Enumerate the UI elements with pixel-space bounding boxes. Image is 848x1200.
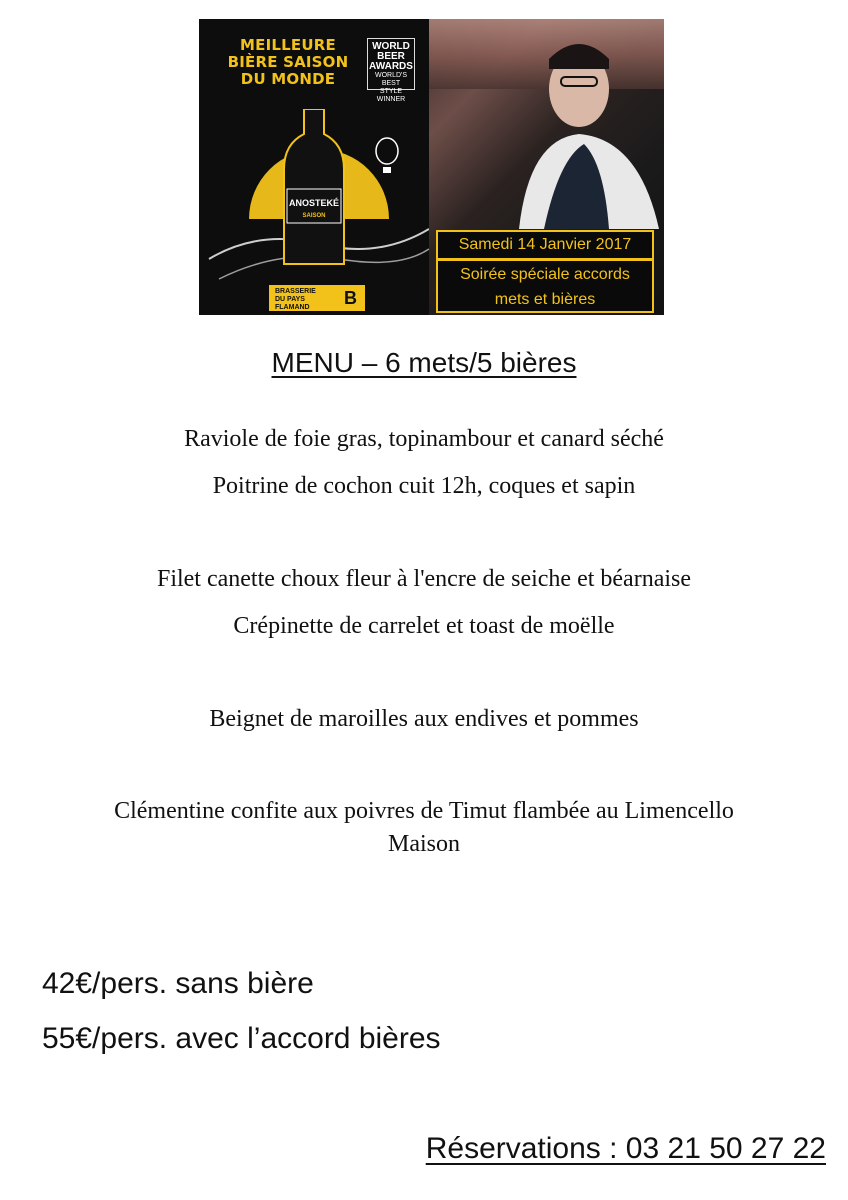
- headline-line: MEILLEURE: [240, 36, 336, 54]
- award-line: WORLD'S BEST: [374, 72, 408, 87]
- balloon-basket: [383, 167, 391, 173]
- bottle-sublabel: SAISON: [302, 213, 326, 219]
- chef-hair: [549, 44, 609, 69]
- beer-bottle-illustration: [199, 109, 429, 289]
- chef-photo: [429, 19, 664, 315]
- headline-line: BIÈRE SAISON: [227, 53, 349, 71]
- price-with-beer: 55€/pers. avec l’accord bières: [42, 1022, 441, 1055]
- beer-award-panel: [199, 19, 429, 315]
- event-poster: [199, 19, 664, 315]
- dish-item: Beignet de maroilles aux endives et pommes: [209, 706, 639, 732]
- dish-item: Poitrine de cochon cuit 12h, coques et sapin: [212, 473, 636, 499]
- headline-line: DU MONDE: [240, 70, 336, 88]
- event-description: [436, 259, 654, 313]
- event-line: Soirée spéciale accords: [460, 266, 630, 283]
- dish-item: Maison: [388, 831, 460, 857]
- award-line: BEER: [377, 51, 405, 62]
- brewery-line: FLAMAND: [275, 304, 310, 311]
- reservations-phone: [426, 1130, 826, 1168]
- dish-item: Raviole de foie gras, topinambour et canard séché: [184, 426, 664, 452]
- event-line: mets et bières: [494, 291, 596, 308]
- chef-silhouette: [429, 19, 664, 229]
- menu-title: [0, 345, 848, 381]
- award-line: WORLD: [372, 41, 410, 52]
- award-headline: [213, 37, 363, 88]
- dish-item: Filet canette choux fleur à l'encre de seiche et béarnaise: [156, 566, 692, 592]
- brewery-line: BRASSERIE: [275, 288, 316, 295]
- price-without-beer: 42€/pers. sans bière: [42, 967, 314, 1000]
- menu-title-text: MENU – 6 mets/5 bières: [271, 347, 577, 378]
- bottle-label: ANOSTEKÉ: [288, 198, 340, 208]
- award-line: WINNER: [376, 96, 406, 103]
- reservations-text: Réservations : 03 21 50 27 22: [425, 1132, 826, 1165]
- award-line: AWARDS: [369, 61, 413, 72]
- world-beer-awards-badge: [367, 38, 415, 103]
- balloon-icon: [376, 138, 398, 164]
- bottle-shape: [284, 109, 344, 264]
- brewery-mark: B: [344, 288, 357, 308]
- dish-item: Clémentine confite aux poivres de Timut flambée au Limencello: [114, 798, 734, 824]
- brewery-line: DU PAYS: [275, 296, 305, 303]
- brewery-logo: [269, 285, 365, 311]
- event-date: Samedi 14 Janvier 2017: [436, 230, 654, 260]
- dish-item: Crépinette de carrelet et toast de moëlle: [233, 613, 615, 639]
- award-line: STYLE: [379, 88, 403, 95]
